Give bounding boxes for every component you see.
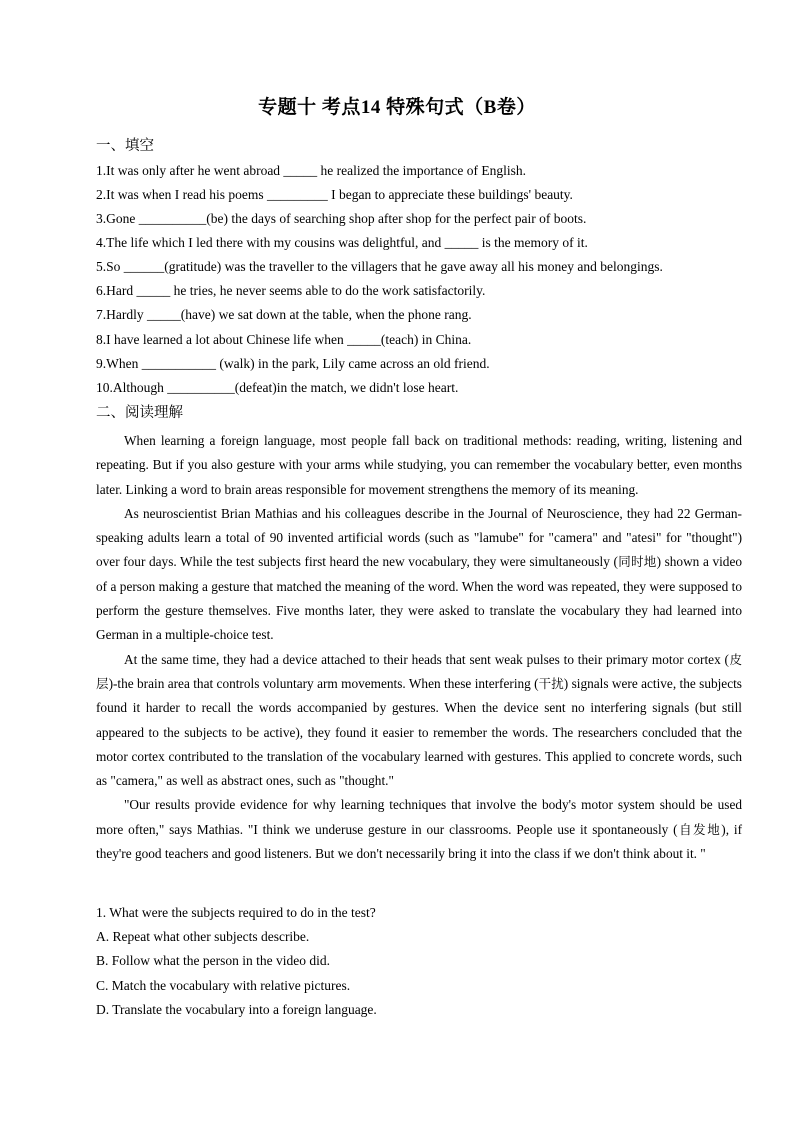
passage-paragraph: At the same time, they had a device attached to their heads that sent weak pulses to their primary motor cortex (皮层)-the brain area that controls voluntary arm movements. When these interfering (干扰) signals were active, the subjects found it harder to recall the words accompanied by gestures. When the device sent no interfering signals (but still appeared to the subjects to be active), they found it easier to remember the words. The researchers concluded that the motor cortex contributed to the translation of the vocabulary learned with gestures. This applied to concrete words, such as "camera," as well as abstract ones, such as "thought." (96, 651, 742, 789)
answer-option-a: A. Repeat what other subjects describe. (96, 929, 310, 944)
answer-option-c: C. Match the vocabulary with relative pictures. (96, 978, 351, 993)
passage-paragraph: When learning a foreign language, most people fall back on traditional methods: reading, writing, listening and repeating. But if you also gesture with your arms while studying, you can remember the vocabulary better, even months later. Linking a word to brain areas responsible for movement strengthens the memory of its meaning. (96, 433, 742, 497)
passage-paragraph: As neuroscientist Brian Mathias and his colleagues describe in the Journal of Neuroscience, they had 22 German-speaking adults learn a total of 90 invented artificial words (such as "lamube" for "camera" and "atesi" for "thought") over four days. While the test subjects first heard the new vocabulary, they were simultaneously (同时地) shown a video of a person making a gesture that matched the meaning of the word. When the word was repeated, they were supposed to perform the gesture themselves. Five months later, they were asked to translate the vocabulary they had learned into German in a multiple-choice test. (96, 505, 742, 643)
fill-in-item: 2.It was when I read his poems _________ I began to appreciate these buildings' beauty. (96, 187, 573, 202)
reading-passage (96, 429, 742, 866)
answer-option-d: D. Translate the vocabulary into a foreign language. (96, 1002, 377, 1017)
fill-in-item: 8.I have learned a lot about Chinese life when _____(teach) in China. (96, 332, 472, 347)
page-title: 专题十 考点14 特殊句式（B卷） (258, 97, 536, 118)
question-stem: 1. What were the subjects required to do in the test? (96, 905, 376, 920)
fill-in-item: 6.Hard _____ he tries, he never seems able to do the work satisfactorily. (96, 283, 486, 298)
fill-in-item: 7.Hardly _____(have) we sat down at the table, when the phone rang. (96, 307, 472, 322)
fill-in-item: 10.Although __________(defeat)in the match, we didn't lose heart. (96, 380, 459, 395)
fill-in-item: 5.So ______(gratitude) was the traveller to the villagers that he gave away all his money and belongings. (96, 259, 663, 274)
fill-in-item: 1.It was only after he went abroad _____ he realized the importance of English. (96, 163, 526, 178)
answer-option-b: B. Follow what the person in the video did. (96, 953, 330, 968)
fill-in-item: 4.The life which I led there with my cousins was delightful, and _____ is the memory of it. (96, 235, 588, 250)
fill-in-item: 3.Gone __________(be) the days of searching shop after shop for the perfect pair of boots. (96, 211, 587, 226)
passage-paragraph: "Our results provide evidence for why learning techniques that involve the body's motor system should be used more often," says Mathias. "I think we underuse gesture in our classrooms. People use it spontaneously (自发地), if they're good teachers and good listeners. But we don't necessarily bring it into the class if we don't think about it. " (96, 797, 743, 862)
section-heading-fill-in: 一、填空 (96, 138, 154, 154)
fill-in-item: 9.When ___________ (walk) in the park, Lily came across an old friend. (96, 356, 490, 371)
section-heading-reading: 二、阅读理解 (96, 405, 183, 421)
